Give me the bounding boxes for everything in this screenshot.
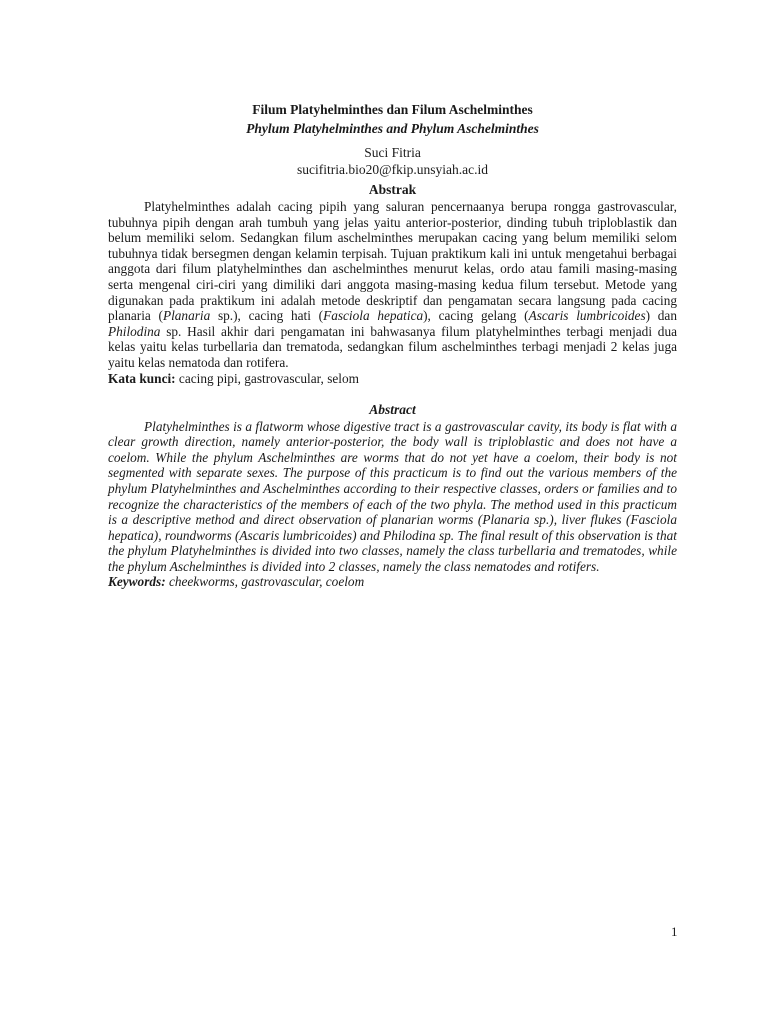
abstrak-paragraph [108,199,677,371]
abstrak-heading: Abstrak [368,182,417,197]
abstrak-text-5: sp. Hasil akhir dari pengamatan ini bahwasanya filum platyhelminthes terbagi menjadi dua kelas yaitu kelas turbellaria dan trematoda, sedangkan filum aschelminthes terbagi menjadi 2 kelas juga yaitu kelas nematoda dan rotifera. [108,323,677,370]
paper-title: Filum Platyhelminthes dan Filum Aschelminthes [252,102,533,117]
abstrak-keywords-list: cacing pipi, gastrovascular, selom [175,370,359,386]
abstrak-italic-planaria: Planaria [162,308,211,324]
abstrak-keywords [108,371,677,387]
abstrak-italic-philodina: Philodina [108,323,161,339]
abstrak-text-2: sp.), cacing hati ( [210,308,324,324]
paper-subtitle: Phylum Platyhelminthes and Phylum Aschelminthes [246,121,539,136]
abstract-keywords-label: Keywords: [108,574,166,590]
abstract-paragraph: Platyhelminthes is a flatworm whose digestive tract is a gastrovascular cavity, its body is flat with a clear growth direction, namely anterior-posterior, the body wall is triploblastic and does not have a coelom. While the phylum Aschelminthes are worms that do not yet have a coelom, their body is not segmented with separate sexes. The purpose of this practicum is to find out the various members of the phylum Platyhelminthes and Aschelminthes according to their respective classes, orders or families and to recognize the characteristics of the members of each of the two phyla. The method used in this practicum is a descriptive method and direct observation of planarian worms (Planaria sp.), liver flukes (Fasciola hepatica), roundworms (Ascaris lumbricoides) and Philodina sp. The final result of this observation is that the phylum Platyhelminthes is divided into two classes, namely the class turbellaria and trematodes, while the phylum Aschelminthes is divided into 2 classes, namely the class nematodes and rotifers. [108,418,677,574]
abstract-keywords-list: cheekworms, gastrovascular, coelom [165,574,365,590]
abstrak-text-1: Platyhelminthes adalah cacing pipih yang saluran pencernaanya berupa rongga gastrovascular, tubuhnya pipih dengan arah tumbuh yang jelas yaitu anterior-posterior, dinding tubuh triploblastik dan belum memiliki selom. Sedangkan filum aschelminthes merupakan cacing yang belum memiliki selom tubuhnya tidak bersegmen dengan kelamin terpisah. Tujuan praktikum kali ini untuk mengetahui berbagai anggota dari filum platyhelminthes dan aschelminthes menurut kelas, ordo atau famili masing-masing serta mengenal ciri-ciri yang dimiliki dari anggota masing-masing kedua filum tersebut. Metode yang digunakan pada praktikum ini adalah metode deskriptif dan pengamatan secara langsung pada cacing planaria ( [108,199,677,324]
abstrak-keywords-label: Kata kunci: [108,370,176,386]
abstract-keywords [108,574,677,590]
abstrak-italic-ascaris: Ascaris lumbricoides [528,308,646,324]
author-name: Suci Fitria [364,145,421,160]
page-number: 1 [671,924,678,939]
abstract-heading: Abstract [369,401,416,417]
abstrak-text-4: ) dan [645,308,677,324]
abstrak-text-3: ), cacing gelang ( [423,308,529,324]
abstrak-italic-fasciola: Fasciola hepatica [323,308,424,324]
paper-page [108,100,677,590]
author-email: sucifitria.bio20@fkip.unsyiah.ac.id [297,162,488,177]
